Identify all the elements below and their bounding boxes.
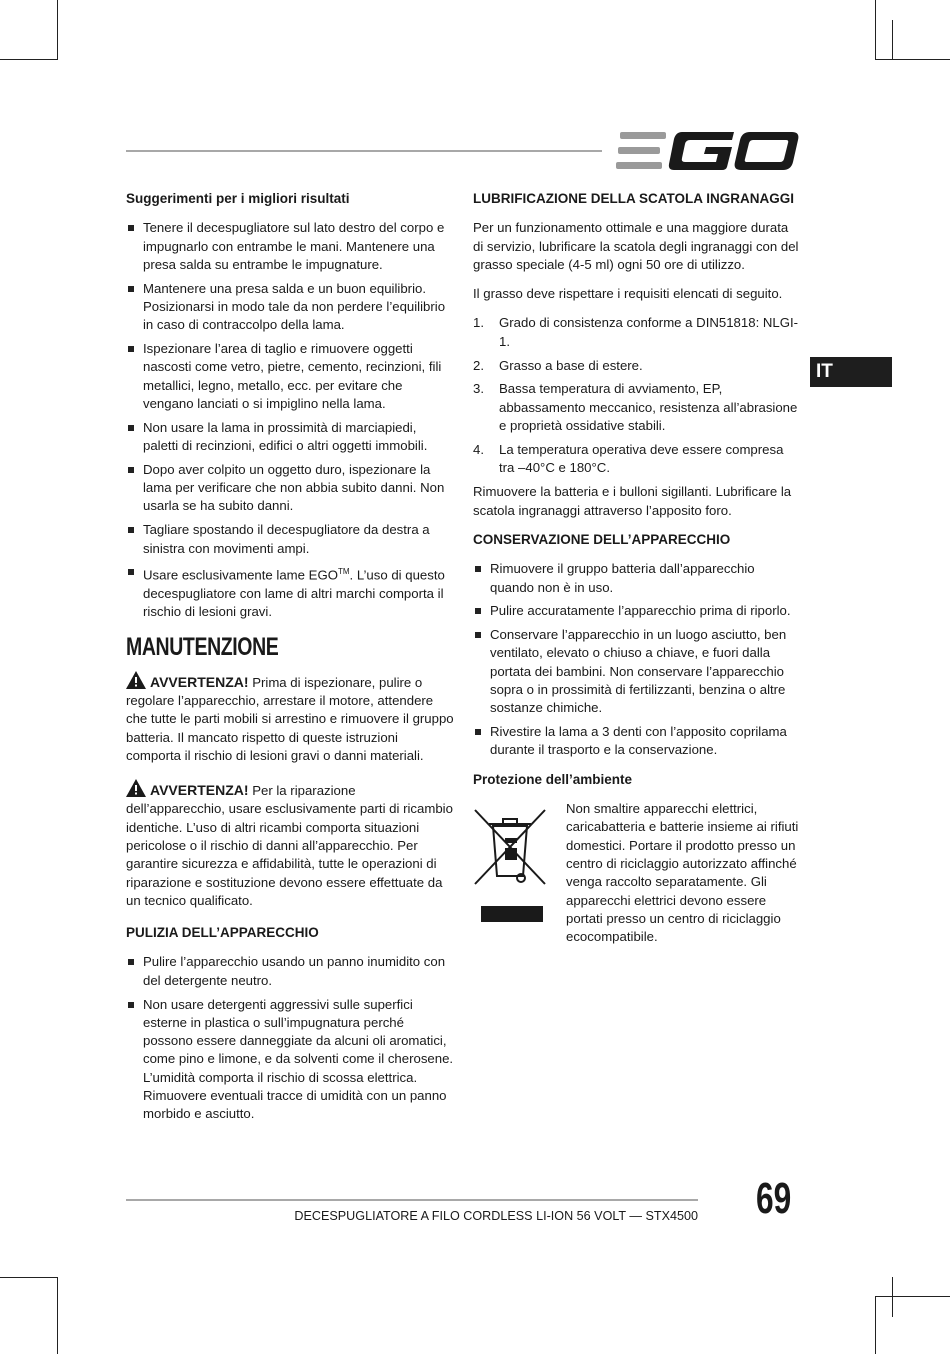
square-bullet-icon: [128, 425, 134, 431]
footer-rule: [126, 1199, 698, 1201]
environment-heading: Protezione dell’ambiente: [473, 771, 633, 787]
square-bullet-icon: [475, 729, 481, 735]
storage-heading: CONSERVAZIONE DELL’APPARECCHIO: [473, 531, 731, 547]
list-item: Non usare detergenti aggressivi sulle superfici esterne in plastica o sull’impugnatura perché possono essere danneggiate da alcuni oli aromatici, come pino e limone, e da solventi come il cherosene. L’umidità comporta il rischio di scossa elettrica. Rimuovere eventuali tracce di umidità con un panno morbido e asciutto.: [126, 996, 454, 1124]
square-bullet-icon: [128, 346, 134, 352]
list-item: Non usare la lama in prossimità di marciapiedi, paletti di recinzioni, edifici o altri oggetti immobili.: [126, 419, 454, 456]
list-item: 4. La temperatura operativa deve essere compresa tra –40°C e 180°C.: [473, 441, 784, 476]
environment-text: Non smaltire apparecchi elettrici, caricabatteria e batterie insieme ai rifiuti domestici. Portare il prodotto presso un centro di riciclaggio autorizzato affinché venga raccolto separatamente. Gli apparecchi elettrici devono essere portati presso un centro di riciclaggio ecocompatibile.: [566, 801, 799, 945]
maintenance-heading: MANUTENZIONE: [126, 632, 279, 661]
square-bullet-icon: [128, 1002, 134, 1008]
square-bullet-icon: [475, 608, 481, 614]
cleaning-list: [126, 953, 454, 1123]
list-item: Conservare l’apparecchio in un luogo asciutto, ben ventilato, elevato o chiuso a chiave, e fuori dalla portata dei bambini. Non conservare l’apparecchio sopra o in prossimità di fertilizzanti, benzina o altre sostanze chimiche.: [473, 626, 801, 717]
cleaning-heading: PULIZIA DELL’APPARECCHIO: [126, 925, 319, 941]
square-bullet-icon: [128, 527, 134, 533]
crop-mark: [0, 59, 58, 60]
list-item: Usare esclusivamente lame EGO™. L’uso di questo decespugliatore con lame di altri marchi comporta il rischio di lesioni gravi.: [126, 563, 454, 621]
square-bullet-icon: [128, 467, 134, 473]
language-tab: IT: [810, 357, 892, 387]
crop-mark: [875, 1296, 876, 1354]
list-item: 2. Grasso a base di estere.: [473, 357, 643, 373]
square-bullet-icon: [128, 286, 134, 292]
square-bullet-icon: [475, 632, 481, 638]
crop-mark: [57, 1277, 58, 1354]
list-item: Dopo aver colpito un oggetto duro, ispezionare la lama per verificare che non abbia subito danni. Non usarla se ha subito danni.: [126, 461, 454, 516]
paragraph: Il grasso deve rispettare i requisiti elencati di seguito.: [473, 286, 783, 302]
crop-mark: [875, 1296, 950, 1297]
warning-triangle-icon: [126, 671, 146, 689]
header-rule: [126, 150, 602, 152]
crop-mark: [57, 0, 58, 60]
square-bullet-icon: [128, 569, 134, 575]
list-item: Mantenere una presa salda e un buon equilibrio. Posizionarsi in modo tale da non perdere l’equilibrio in caso di contraccolpo della lama.: [126, 280, 454, 335]
right-column: [473, 190, 801, 950]
left-column: [126, 190, 454, 1135]
square-bullet-icon: [475, 566, 481, 572]
tips-list: [126, 219, 454, 621]
list-item: Pulire l’apparecchio usando un panno inumidito con del detergente neutro.: [126, 953, 454, 990]
warning-triangle-icon: [126, 779, 146, 797]
tips-heading: Suggerimenti per i migliori risultati: [126, 191, 350, 206]
square-bullet-icon: [128, 959, 134, 965]
lubrication-heading: LUBRIFICAZIONE DELLA SCATOLA INGRANAGGI: [473, 191, 794, 206]
list-item: Rimuovere il gruppo batteria dall’apparecchio quando non è in uso.: [473, 560, 801, 597]
footer-text: DECESPUGLIATORE A FILO CORDLESS LI-ION 56 VOLT — STX4500: [294, 1209, 698, 1223]
paragraph: Rimuovere la batteria e i bulloni sigillanti. Lubrificare la scatola ingranaggi attraverso l’apposito foro.: [473, 484, 792, 518]
warning-label: AVVERTENZA!: [150, 673, 249, 690]
page-number: 69: [756, 1174, 792, 1223]
list-item: Ispezionare l’area di taglio e rimuovere oggetti nascosti come vetro, pietre, cemento, recinzioni, fili metallici, legno, metallo, ecc. per evitare che vengano lanciati o si impiglino nella lama.: [126, 340, 454, 413]
list-item: Tagliare spostando il decespugliatore da destra a sinistra con movimenti ampi.: [126, 521, 454, 558]
warning-paragraph: AVVERTENZA! Prima di ispezionare, pulire o regolare l’apparecchio, arrestare il motore, attendere che tutte le parti mobili si arrestino e rimuovere il gruppo batteria. Il mancato rispetto di queste istruzioni comporta il rischio di lesioni gravi o danni materiali.: [126, 671, 454, 765]
list-item: 3. Bassa temperatura di avviamento, EP, abbassamento meccanico, resistenza all’abrasione e proprietà ossidative stabili.: [473, 381, 798, 433]
crop-mark: [0, 1277, 58, 1278]
crop-mark: [875, 0, 876, 60]
square-bullet-icon: [128, 225, 134, 231]
warning-paragraph: AVVERTENZA! Per la riparazione dell’apparecchio, usare esclusivamente parti di ricambio identiche. L’uso di altri ricambi comporta situazioni pericolose o il rischio di danni all’apparecchio. Per garantire sicurezza e affidabilità, tutte le operazioni di riparazione e sostituzione devono essere effettuate da un tecnico qualificato.: [126, 779, 454, 910]
crop-mark: [875, 59, 950, 60]
list-item: Tenere il decespugliatore sul lato destro del corpo e impugnarlo con entrambe le mani. Mantenere una presa salda su entrambe le impugnature.: [126, 219, 454, 274]
paragraph: Per un funzionamento ottimale e una maggiore durata di servizio, lubrificare la scatola degli ingranaggi con del grasso speciale (4-5 ml) ogni 50 ore di utilizzo.: [473, 220, 799, 272]
requirements-list: [473, 314, 801, 477]
list-item: 1. Grado di consistenza conforme a DIN51818: NLGI-1.: [473, 315, 799, 349]
crop-mark: [892, 1277, 893, 1317]
list-item: Pulire accuratamente l’apparecchio prima di riporlo.: [473, 602, 801, 620]
crossed-out-wheelie-bin-icon: [473, 808, 547, 924]
environment-block: [473, 800, 801, 950]
warning-label: AVVERTENZA!: [150, 782, 249, 799]
storage-list: [473, 560, 801, 759]
list-item: Rivestire la lama a 3 denti con l’apposito coprilama durante il trasporto e la conservazione.: [473, 723, 801, 760]
ego-logo: [616, 130, 800, 172]
crop-mark: [892, 20, 893, 60]
